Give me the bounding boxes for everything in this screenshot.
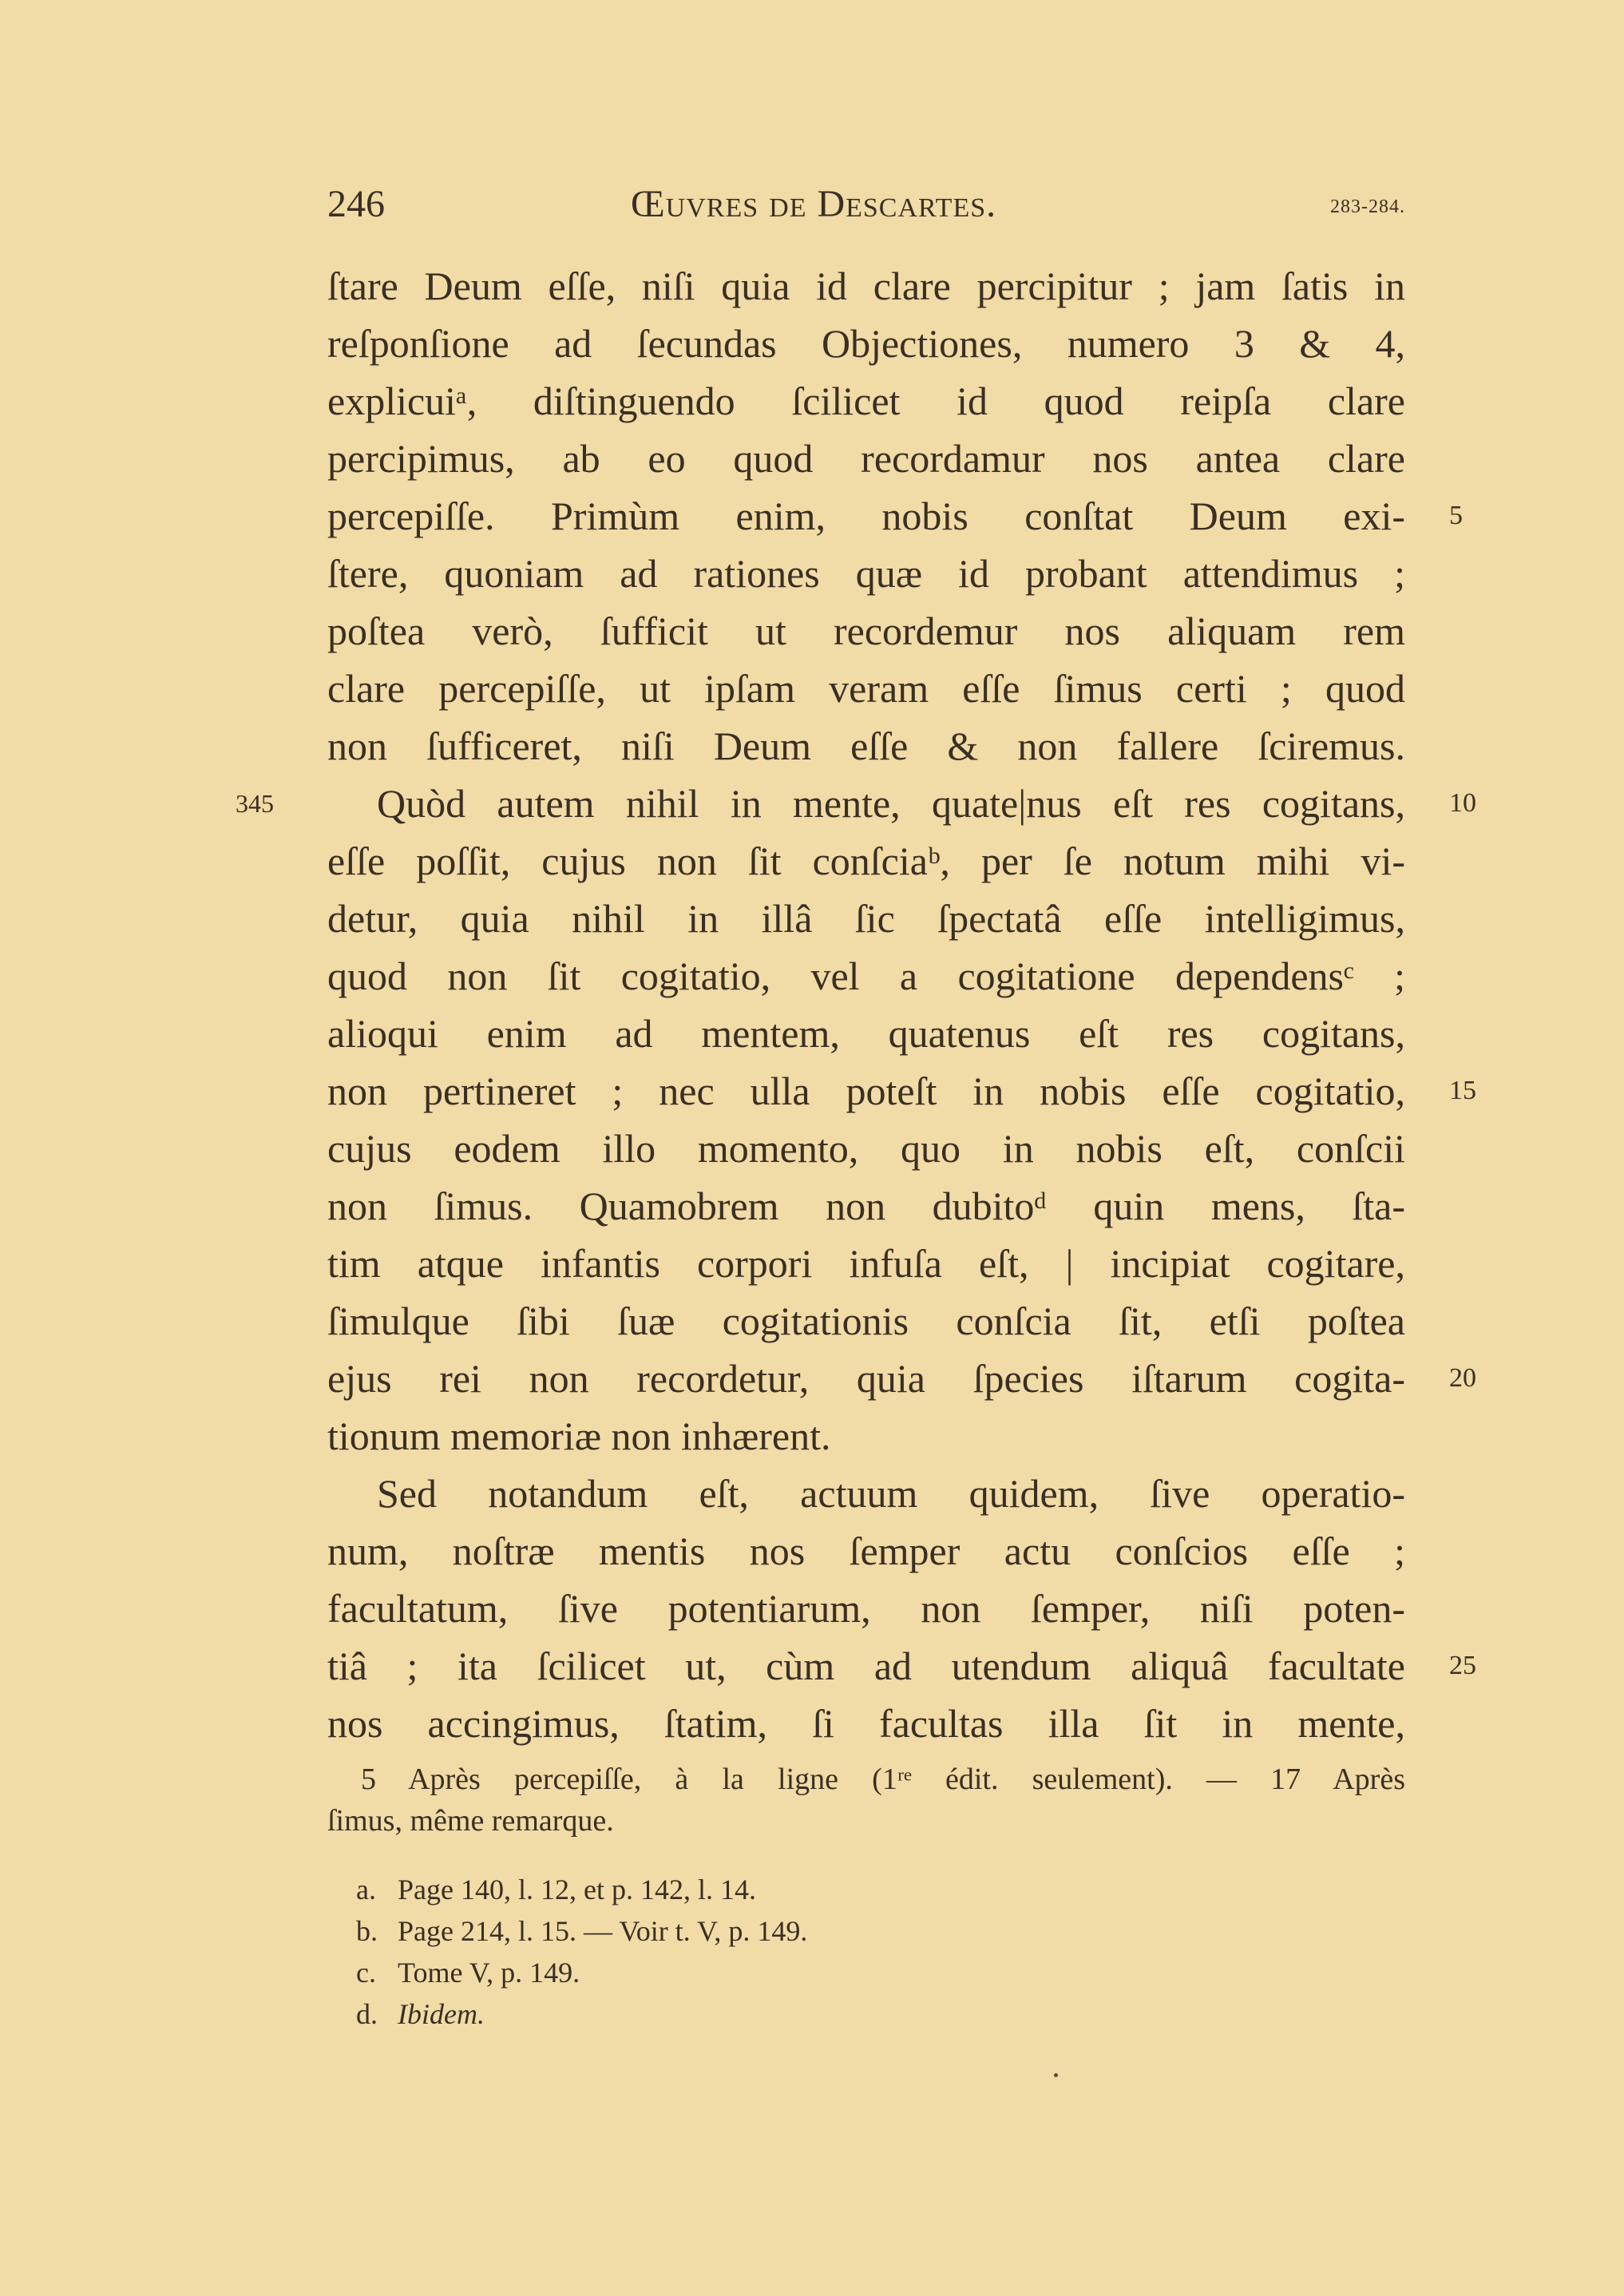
text-line: nos accingimus, ſtatim, ſi facultas illa ſit in mente, bbox=[327, 1701, 1405, 1746]
text-line: tim atque infantis corpori infuſa eſt, | incipiat cogitare, bbox=[327, 1241, 1405, 1286]
text-line: non ſufficeret, niſi Deum eſſe & non fallere ſciremus. bbox=[327, 724, 1405, 768]
apparatus-line: 5 Après percepiſſe, à la ligne (1ʳᵉ édit. seulement). — 17 Après bbox=[361, 1763, 1405, 1796]
text-line: eſſe poſſit, cujus non ſit conſciaᵇ, per ſe notum mihi vi- bbox=[327, 839, 1405, 883]
page-header bbox=[327, 182, 1405, 238]
text-line: poſtea verò, ſufficit ut recordemur nos aliquam rem bbox=[327, 609, 1405, 653]
text-line: non pertineret ; nec ulla poteſt in nobis eſſe cogitatio, bbox=[327, 1069, 1405, 1113]
footnote bbox=[356, 1910, 807, 1952]
line-number: 10 bbox=[1449, 788, 1476, 818]
text-line: reſponſione ad ſecundas Objectiones, numero 3 & 4, bbox=[327, 321, 1405, 366]
text-line: facultatum, ſive potentiarum, non ſemper, niſi poten- bbox=[327, 1586, 1405, 1631]
text-line: explicuiᵃ, diſtinguendo ſcilicet id quod reipſa clare bbox=[327, 379, 1405, 423]
text-line: Quòd autem nihil in mente, quate|nus eſt res cogitans, bbox=[377, 781, 1405, 826]
footnote-key: c. bbox=[356, 1957, 376, 1989]
text-line: tiâ ; ita ſcilicet ut, cùm ad utendum aliquâ facultate bbox=[327, 1644, 1405, 1688]
footnote-text: Page 214, l. 15. — Voir t. V, p. 149. bbox=[398, 1915, 808, 1947]
page-number: 246 bbox=[327, 183, 385, 225]
text-line: ejus rei non recordetur, quia ſpecies iſtarum cogita- bbox=[327, 1356, 1405, 1401]
line-number: 20 bbox=[1449, 1363, 1476, 1393]
text-line: cujus eodem illo momento, quo in nobis eſt, conſcii bbox=[327, 1126, 1405, 1171]
margin-page-reference: 345 bbox=[236, 789, 274, 818]
footnote-key: b. bbox=[356, 1915, 378, 1947]
text-line: quod non ſit cogitatio, vel a cogitatione dependensᶜ ; bbox=[327, 954, 1405, 998]
footnote-key: a. bbox=[356, 1874, 376, 1905]
text-line: ſtare Deum eſſe, niſi quia id clare percipitur ; jam ſatis in bbox=[327, 264, 1405, 308]
text-line: non ſimus. Quamobrem non dubitoᵈ quin mens, ſta- bbox=[327, 1184, 1405, 1228]
footnote bbox=[356, 1869, 756, 1910]
text-line: tionum memoriæ non inhærent. bbox=[327, 1414, 831, 1458]
text-line: num, noſtræ mentis nos ſemper actu conſcios eſſe ; bbox=[327, 1529, 1405, 1573]
running-title: Œuvres de Descartes. bbox=[631, 183, 997, 225]
text-line: alioqui enim ad mentem, quatenus eſt res cogitans, bbox=[327, 1011, 1405, 1056]
footnote-text: Page 140, l. 12, et p. 142, l. 14. bbox=[398, 1874, 756, 1905]
apparatus-line: ſimus, même remarque. bbox=[327, 1804, 614, 1838]
line-number: 5 bbox=[1449, 501, 1463, 530]
footnote-key: d. bbox=[356, 1998, 378, 2030]
text-line: ſtere, quoniam ad rationes quæ id probant attendimus ; bbox=[327, 551, 1405, 596]
text-line: clare percepiſſe, ut ipſam veram eſſe ſimus certi ; quod bbox=[327, 666, 1405, 711]
page-range: 283-284. bbox=[1330, 196, 1405, 217]
line-number: 25 bbox=[1449, 1651, 1476, 1680]
footnote-text: Ibidem. bbox=[398, 1998, 485, 2030]
text-line: Sed notandum eſt, actuum quidem, ſive operatio- bbox=[377, 1471, 1405, 1516]
text-line: ſimulque ſibi ſuæ cogitationis conſcia ſit, etſi poſtea bbox=[327, 1299, 1405, 1343]
text-line: detur, quia nihil in illâ ſic ſpectatâ eſſe intelligimus, bbox=[327, 896, 1405, 941]
text-line: percepiſſe. Primùm enim, nobis conſtat Deum exi- bbox=[327, 494, 1405, 538]
printer-dot bbox=[1054, 2073, 1058, 2077]
footnote bbox=[356, 1993, 485, 2035]
footnote-text: Tome V, p. 149. bbox=[398, 1957, 580, 1989]
line-number: 15 bbox=[1449, 1076, 1476, 1105]
text-line: percipimus, ab eo quod recordamur nos antea clare bbox=[327, 436, 1405, 481]
footnote bbox=[356, 1952, 580, 1993]
